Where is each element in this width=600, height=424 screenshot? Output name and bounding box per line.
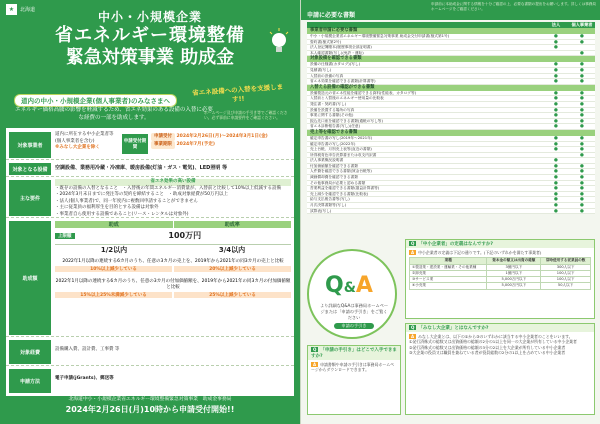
requirement-item: ・2024年3月末日までに発注等の契約を締結すること ・助成対象経費が50万円以上 [55,192,229,197]
amount-head [55,221,291,228]
bar-1a: 10%以上減少している [55,266,172,272]
period-badge: 申請受付期間 [122,134,148,154]
row-label: 申請方法 [9,369,51,393]
row-target [6,130,294,160]
requirement-item: ・法人(個人事業者)で、同一年度内に複数回申請することができません [55,198,198,204]
requirements-header: 省エネ効果の高い設備 [55,179,291,186]
documents-table [307,22,595,214]
hokkaido-label: 北海道 [20,7,36,13]
qa-item-1: Q 「中小企業者」の定義はなんですか? A 中小企業者の定義は下記の通りです。(下記のいずれかを満たす事業者) 業種 資本金の額又は出資の総額 常時使用する従業員の数 ①製造業・建設業・運輸業・その他業種 3億円以下 300人以下 ②卸売業 1億円以下 100人以下 ③サービス業 5,000万円以下 100人以下 ④小売業 5,000万円以下 50人以下 [405,239,595,319]
start-date-banner: 2024年2月26日(月)10時から申請受付開始!! [65,405,235,414]
period-value: 2024年2月26日(月)〜2024年3月1日(金) [176,134,268,139]
table-row: 確定申告書の写し(2022年) ● ● [307,142,595,148]
section-header: 対象設備を確認できる書類 [307,56,595,62]
qa-area [307,237,595,421]
left-footer [0,396,300,424]
row-label: 対象となる設備 [9,163,51,175]
qa-item-3: Q 「みなし大企業」とはなんですか? A みなし大企業とは、以下の①から③のいずれかに該当する中小企業者のことをいいます。 ①発行済株式の総数又は出資価格の総額の2分の1以上を同一の大企業が所有している中小企業者 ②発行済株式の総数又は出資価格の総額の3分の2以上を大企業が所有している中小企業者 ③大企業の役員又は職員を兼ねている者が役員総数の2分の1以上を占めている中小企業者 [405,323,595,415]
table-row: 月次決算書類等(写し) ● ● [307,203,595,209]
right-page [300,0,600,424]
target-subtitle: 道内の中小・小規模企業(個人事業者)のみなさまへ [14,94,177,107]
target-note: ※みなし大企業を除く [55,145,100,150]
condition-2: 2022年1月以降の連続する6カ月のうち、任意の3カ月の付加価値額を、2019年から2021年の同3カ月の付加価値額と比較 [55,279,291,290]
amount-box [55,221,291,299]
bar-1b: 20%以上減少している [174,266,291,272]
amount-head-2: 助成率 [174,221,292,228]
rate-1: 1/2以内 [100,246,128,254]
list-item: ③大企業の役員又は職員を兼ねている者が役員総数の2分の1以上を占めている中小企業者 [409,349,566,355]
qa-circle [307,249,397,339]
col-individual: 個人事業者 [571,22,593,27]
sme-definition-table: 業種 資本金の額又は出資の総額 常時使用する従業員の数 ①製造業・建設業・運輸業・その他業種 3億円以下 300人以下 ②卸売業 1億円以下 100人以下 ③サービス業 5,000万円以下 100人以下 ④小売業 5,000万円以下 50人以下 [409,257,591,289]
table-row: 給与支払報告書等(写し) ● ● [307,197,595,203]
table-row: 売上減少を確認できる書類(比較表) ● ● [307,192,595,198]
list-item: ①発行済株式の総数又は出資価格の総額の2分の1以上を同一の大企業が所有している中小企業者 [409,339,577,345]
table-row: 試算表(写し) ● ● [307,209,595,215]
title-line-1: 中小・小規模企業 [97,10,202,24]
rate-2: 3/4以内 [218,246,246,254]
row-label: 主な要件 [9,180,51,216]
table-row: 法人事業概況説明書 ● [307,158,595,164]
table-row: 法人登記簿謄本(履歴事項全部証明書) ● [307,45,595,51]
documents-title: 申請に必要な書類 [307,12,356,19]
requirement-item: ・主に従業員の福利厚生を目的とする設備は対象外 [55,205,159,210]
row-content [55,132,119,152]
lead-text: エネルギー価格高騰の影響を軽減するため、省エネ効果のある設備の入替に必要な経費の一部を助成します。 [15,107,213,121]
amount-value: 100万円 [168,231,202,240]
deadline-value: 2024年7月(予定) [176,142,216,147]
table-row: 入替前の設備の写真 ● ● [307,74,595,80]
table-row: 発注書・契約書(写し) ● ● [307,102,595,108]
target-text: 道内に所在する中小企業者等(個人事業者を含む) [55,132,114,144]
qa-logo: Q&A [325,273,373,298]
table-row: 本人確認書類(写し)(免許・運転) ● [307,51,595,57]
bars-1 [55,265,291,273]
row-expenses [6,338,294,366]
table-row: 売上台帳、月別売上表等(直近の書類) ● ● [307,147,595,153]
row-label: 対象事業者 [9,132,51,158]
expenses-text: 設備購入費、設計費、工事費 等 [55,347,120,352]
summary-panel [6,128,294,396]
bar-2a: 15%以上25%未満減少している [55,292,172,298]
table-row: 確定申告書の写し(2019年〜2021年) ● ● [307,136,595,142]
documents-header [301,0,600,20]
period-block [151,133,268,149]
table-row: 所得税青色申告決算書または収支内訳書 ● [307,153,595,159]
rate-line [55,244,291,255]
title-line-3: 緊急対策事業 助成金 [65,47,235,68]
table-row: 設備製造元の省エネ性能を確認できる資料(性能表、カタログ等) ● ● [307,91,595,97]
hokkaido-mark-icon: ★ [5,3,18,16]
table-row: 事業に関する書類(その他) ● ● [307,113,595,119]
table-row: 設備の仕様書(カタログ)(写し) ● ● [307,62,595,68]
bars-2 [55,291,291,299]
row-method [6,367,294,395]
requirement-item: ・事業者自ら使用する設備であること(リース・レンタルは対象外) [55,211,189,217]
condition-1: 2022年1月以降の連続する6カ月のうち、任意の3カ月の売上を、2019年から2021年の同3カ月の売上と比較 [62,259,284,264]
row-equipment [6,161,294,177]
period-label: 申請受付 [151,133,175,141]
hokkaido-logo [5,3,35,16]
list-item: ②発行済株式の総数又は出資価格の総額の3分の2以上を大企業が所有している中小企業者 [409,344,566,350]
title-line-2: 省エネルギー環境整備 [55,25,245,46]
table-row: 設備を設置する場所の写真 ● ● [307,108,595,114]
qa-item-2: Q 「申請の手引き」はどこで入手できますか? A 申請書類や申請の手引きは事務局ホームページからダウンロードできます。 [307,345,401,415]
equipment-text: 空調設備、業務用冷蔵・冷凍庫、暖房設備(灯油・ガス・電気)、LED照明 等 [55,165,228,171]
documents-note: 申請前に本助成金に関する情報を十分ご確認の上、必要な書類の提出をお願いします。詳しくは事務局ホームページをご確認ください。 [431,2,597,11]
section-header: 売上等を確認できる書類 [307,130,595,136]
qa-text: より詳細なQ&Aは事務局ホームページまたは「申請の手引き」をご覧ください 申請の手引き [319,303,389,328]
col-corporation: 法人 [551,22,561,27]
amount-label: 上限額 [55,233,75,239]
requirements-list [55,179,291,218]
row-label: 対象経費 [9,340,51,364]
table-row: 減価償却費を確認できる書類 ● ● [307,175,595,181]
row-amounts [6,219,294,337]
amount-line [55,230,291,241]
table-row: 中小・小規模企業省エネルギー環境整備緊急対策事業 助成金交付申請書(様式第1号) ● ● [307,34,595,40]
table-row: 省エネ効果を確認できる書類(計算書等) ● ● [307,79,595,85]
catch-copy: 省エネ設備への入替を支援します!! [191,82,284,104]
organizer: 北海道中小・小規模企業省エネルギー環境整備緊急対策事業 助成金事務局 [68,397,232,402]
title-block [40,8,260,69]
table-row: 入替前と入替後のエネルギー使用量の比較表 ● ● [307,96,595,102]
table-row: 省エネ診断報告書(写し)(任意) ● ● [307,124,595,130]
requirement-item: ・既存の設備の入替となること ・入替後の年間エネルギー消費量が、入替前と比較して10%以上低減する設備 [55,185,281,191]
row-requirements [6,178,294,218]
row-label: 助成額 [9,221,51,335]
table-row: 人件費を確認できる書類(賃金台帳等) ● ● [307,169,595,175]
deadline-label: 事業期限 [151,141,175,149]
section-header: 事業者申請に必要な書類 [307,28,595,34]
method-text: 電子申請(jGrants)、郵送等 [55,376,114,381]
table-row: その他事務局が必要と認める書類 ● ● [307,181,595,187]
table-row: 誓約書(様式第2号) ● ● [307,40,595,46]
bar-2b: 25%以上減少している [174,292,291,298]
table-row: 振込先口座を確認できる書類(通帳の写し等) ● ● [307,119,595,125]
lead-note: ホームページ及び申請の手引き等でご確認ください。必ず事前に申請要件をご確認ください。 [204,110,288,120]
section-header: 入替える設備の確認ができる書類 [307,85,595,91]
guide-badge: 申請の手引き [334,323,374,329]
amount-head-1: 助成 [55,221,173,228]
table-row: 付加価値額を確認できる書類 ● ● [307,164,595,170]
table-row: 見積書(写し) ● ● [307,68,595,74]
table-row: 営業利益を確認できる書類(損益計算書等) ● ● [307,186,595,192]
lightbulb-icon [268,28,290,56]
